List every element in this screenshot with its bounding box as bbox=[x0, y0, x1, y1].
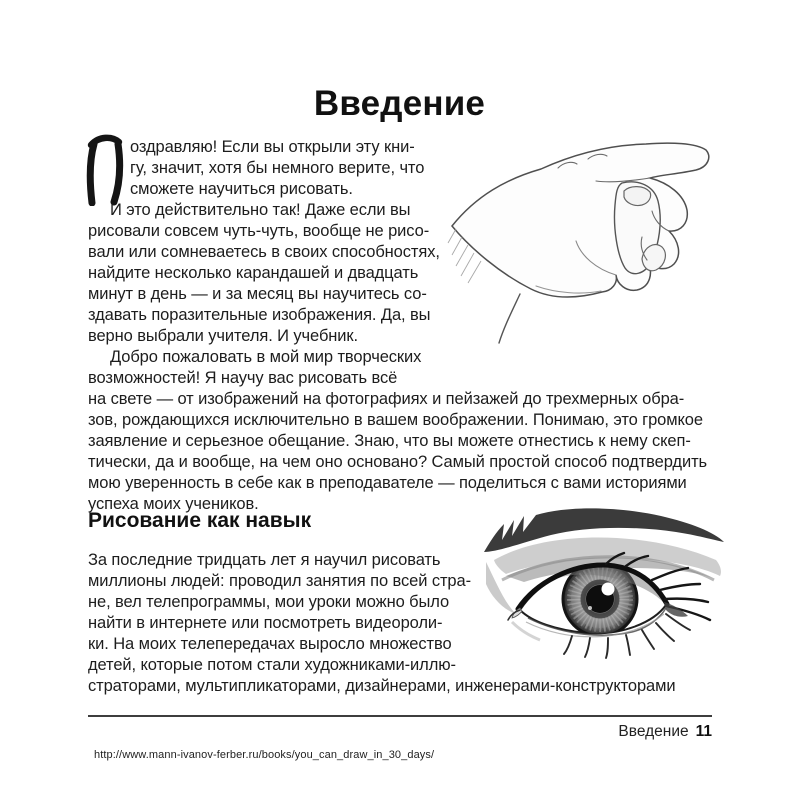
text-line: не, вел телепрограммы, мои уроки можно было bbox=[88, 593, 450, 611]
page-title: Введение bbox=[313, 84, 486, 123]
hand-sketch-illustration bbox=[446, 131, 720, 349]
footer-chapter-label: Введение bbox=[618, 723, 689, 740]
text-line: вали или сомневаетесь в своих способностях, bbox=[88, 243, 440, 261]
text-line: миллионы людей: проводил занятия по всей стра- bbox=[88, 572, 471, 590]
text-line: сможете научиться рисовать. bbox=[130, 180, 353, 198]
text-line: мою уверенность в себе как в преподавателе — поделиться с вами историями bbox=[88, 474, 687, 492]
text-line: страторами, мультипликаторами, дизайнерами, инженерами-конструкторами bbox=[88, 677, 676, 695]
text-line: ки. На моих телепередачах выросло множество bbox=[88, 635, 452, 653]
text-line: успеха моих учеников. bbox=[88, 495, 259, 513]
dropcap-letter-p bbox=[84, 134, 126, 206]
text-line: здавать поразительные изображения. Да, вы bbox=[88, 306, 431, 324]
text-line: найти в интернете или посмотреть видеороли- bbox=[88, 614, 443, 632]
text-line: И это действительно так! Даже если вы bbox=[110, 201, 411, 219]
text-line: Добро пожаловать в мой мир творческих bbox=[110, 348, 422, 366]
text-line: заявление и серьезное обещание. Знаю, что вы можете отнестись к нему скеп- bbox=[88, 432, 691, 450]
text-line: рисовали совсем чуть-чуть, вообще не рисо- bbox=[88, 222, 430, 240]
running-footer bbox=[618, 723, 712, 741]
footer-url: http://www.mann-ivanov-ferber.ru/books/you_can_draw_in_30_days/ bbox=[94, 749, 435, 761]
text-line: найдите несколько карандашей и двадцать bbox=[88, 264, 419, 282]
text-line: детей, которые потом стали художниками-иллю- bbox=[88, 656, 456, 674]
text-line: гу, значит, хотя бы немного верите, что bbox=[130, 159, 425, 177]
text-line: возможностей! Я научу вас рисовать всё bbox=[88, 369, 398, 387]
section-heading: Рисование как навык bbox=[88, 509, 312, 532]
footer-divider bbox=[88, 715, 712, 717]
eye-sketch-illustration bbox=[476, 502, 740, 664]
text-line: минут в день — и за месяц вы научитесь со- bbox=[88, 285, 427, 303]
text-line: зов, рождающихся исключительно в вашем воображении. Понимаю, это громкое bbox=[88, 411, 703, 429]
text-line: За последние тридцать лет я научил рисовать bbox=[88, 551, 441, 569]
text-line: верно выбрали учителя. И учебник. bbox=[88, 327, 359, 345]
footer-page-number: 11 bbox=[695, 723, 712, 740]
text-line: оздравляю! Если вы открыли эту кни- bbox=[130, 138, 415, 156]
text-line: на свете — от изображений на фотографиях и пейзажей до трехмерных обра- bbox=[88, 390, 685, 408]
text-line: тически, да и вообще, на чем оно основано? Самый простой способ подтвердить bbox=[88, 453, 708, 471]
